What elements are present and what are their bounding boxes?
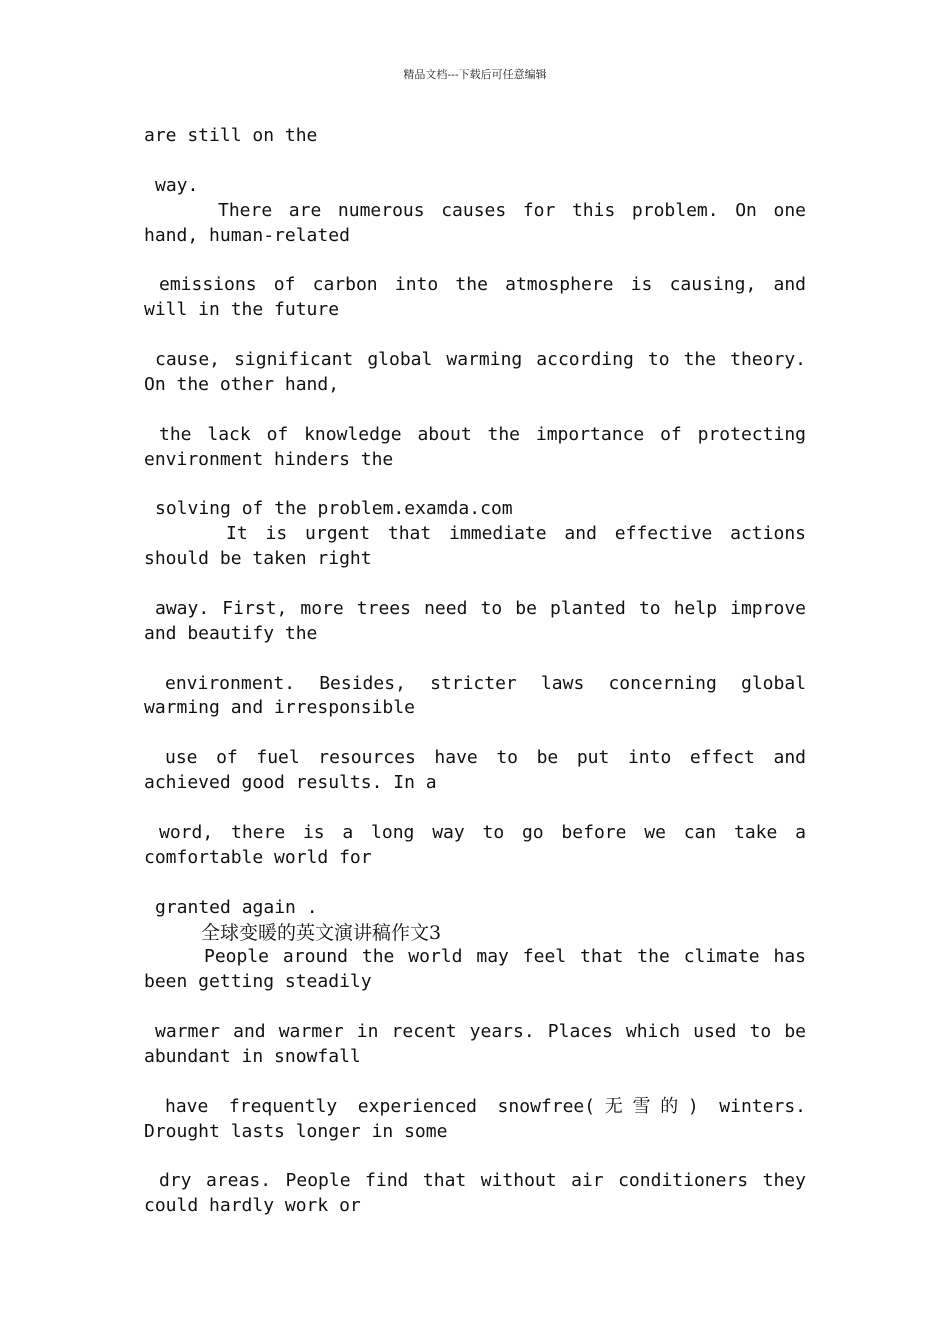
text-line: word, there is a long way to go before we can take a	[159, 821, 806, 843]
text-line: There are numerous causes for this problem. On one	[218, 199, 806, 221]
text-line: Drought lasts longer in some	[144, 1120, 448, 1142]
document-body	[144, 124, 806, 1219]
text-line: environment. Besides, stricter laws concerning global	[165, 672, 806, 694]
text-line: should be taken right	[144, 548, 372, 570]
text-line: hand, human-related	[144, 224, 350, 246]
text-line: cause, significant global warming according to the theory.	[155, 349, 806, 371]
text-line: are still on the	[144, 125, 318, 146]
text-line: People around the world may feel that the climate has	[204, 946, 806, 968]
text-line: away. First, more trees need to be planted to help improve	[155, 597, 806, 619]
text-line: could hardly work or	[144, 1195, 361, 1217]
text-line: way.	[155, 174, 199, 196]
text-line: the lack of knowledge about the importance of protecting	[159, 423, 806, 445]
page-header: 精品文档---下载后可任意编辑	[403, 68, 547, 81]
text-line: have frequently experienced snowfree(无雪的) winters.	[165, 1095, 806, 1117]
text-line: solving of the problem.examda.com	[155, 498, 513, 520]
section-heading: 全球变暖的英文演讲稿作文3	[201, 921, 442, 944]
text-line: comfortable world for	[144, 846, 372, 868]
text-line: warming and irresponsible	[144, 697, 415, 719]
text-line: granted again .	[155, 896, 318, 918]
text-line: abundant in snowfall	[144, 1045, 361, 1067]
text-line: warmer and warmer in recent years. Places which used to be	[155, 1021, 806, 1043]
text-line: and beautify the	[144, 622, 318, 644]
text-line: On the other hand,	[144, 373, 340, 395]
text-line: It is urgent that immediate and effective actions	[226, 523, 806, 545]
text-line: been getting steadily	[144, 971, 372, 993]
text-line: dry areas. People find that without air conditioners they	[159, 1170, 806, 1192]
text-line: will in the future	[144, 299, 340, 321]
text-line: environment hinders the	[144, 448, 394, 470]
text-line: achieved good results. In a	[144, 772, 437, 794]
text-line: use of fuel resources have to be put into effect and	[165, 747, 806, 769]
text-line: emissions of carbon into the atmosphere is causing, and	[159, 274, 806, 296]
